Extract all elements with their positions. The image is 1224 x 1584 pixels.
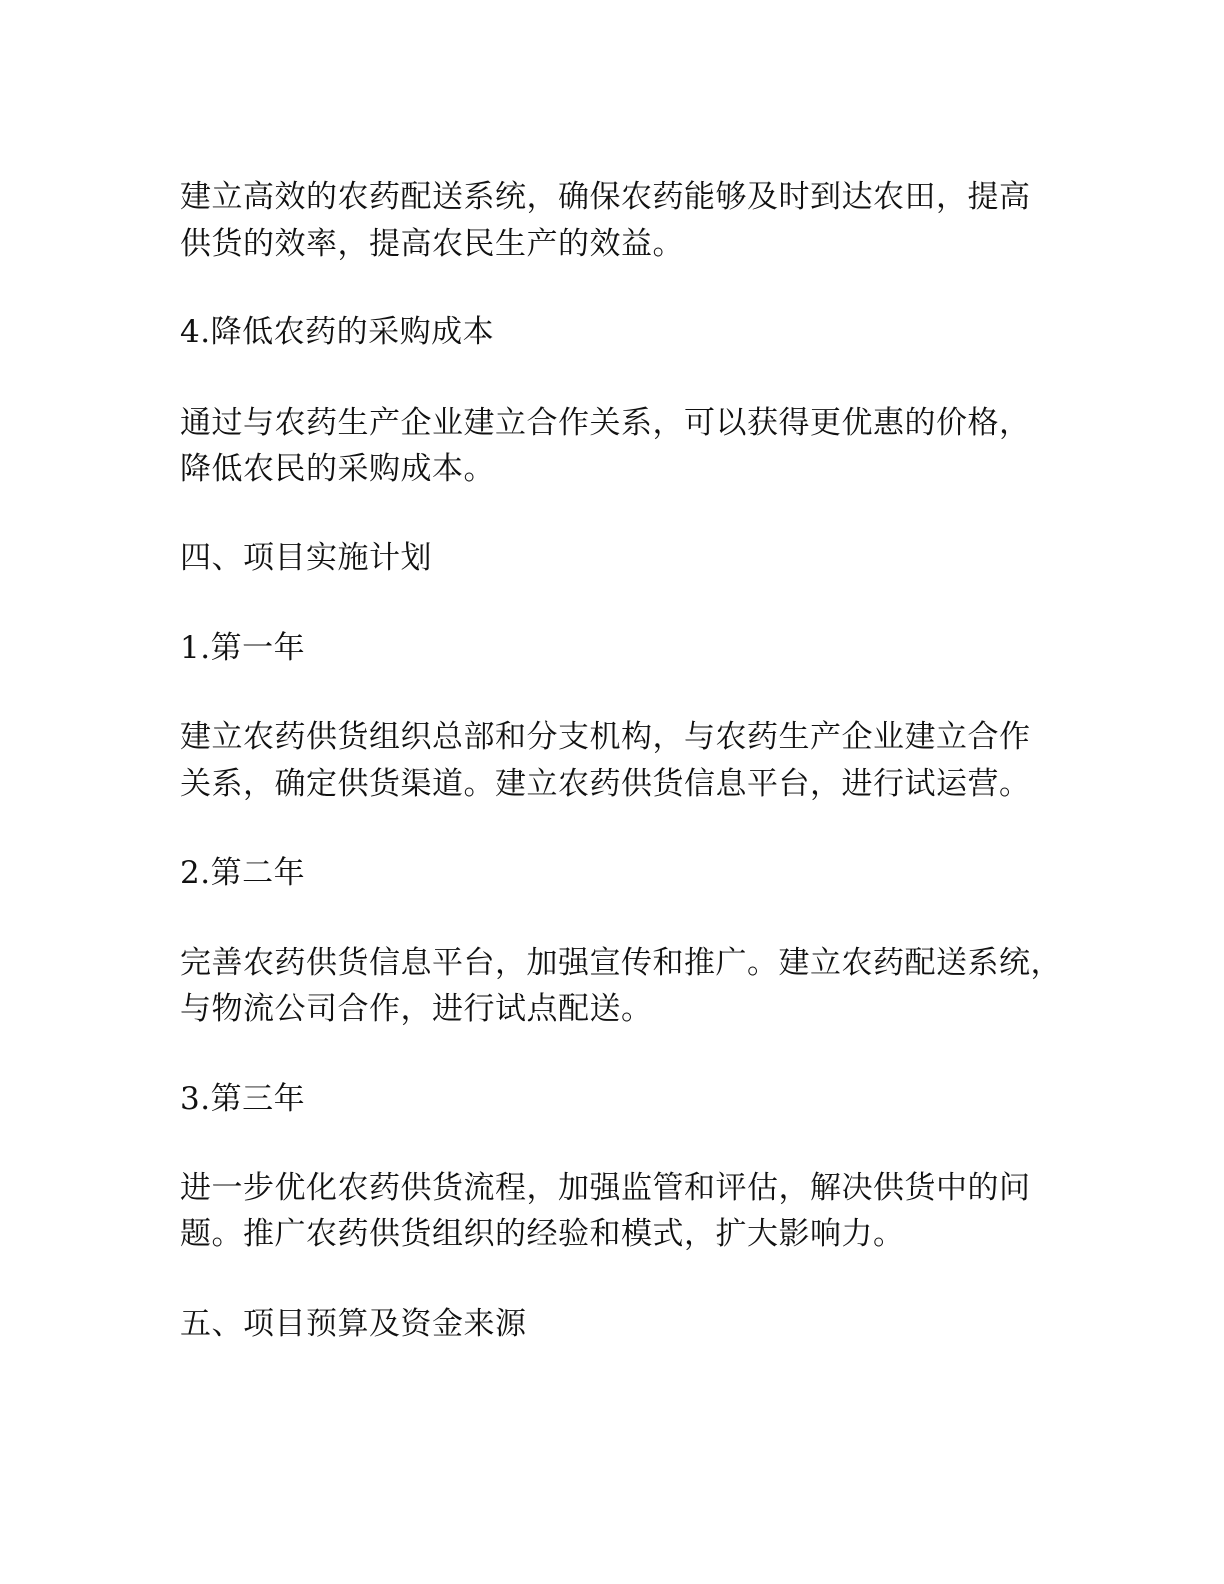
heading-reduce-cost: 4.降低农药的采购成本	[180, 314, 495, 350]
section-heading-budget-funding: 五、项目预算及资金来源	[180, 1306, 527, 1342]
heading-year-one: 1.第一年	[180, 630, 306, 666]
paragraph-year-three-line-1: 进一步优化农药供货流程，加强监管和评估，解决供货中的问	[180, 1170, 1031, 1206]
paragraph-cooperation-line-1: 通过与农药生产企业建立合作关系，可以获得更优惠的价格，	[180, 405, 1031, 441]
paragraph-year-one-line-2: 关系，确定供货渠道。建立农药供货信息平台，进行试运营。	[180, 766, 1031, 802]
paragraph-year-one-line-1: 建立农药供货组织总部和分支机构，与农药生产企业建立合作	[180, 719, 1031, 755]
section-heading-implementation-plan: 四、项目实施计划	[180, 540, 432, 576]
paragraph-year-two-line-1: 完善农药供货信息平台，加强宣传和推广。建立农药配送系统，	[180, 945, 1062, 981]
paragraph-delivery-system-line-2: 供货的效率，提高农民生产的效益。	[180, 226, 684, 262]
heading-year-three: 3.第三年	[180, 1081, 306, 1117]
paragraph-year-three-line-2: 题。推广农药供货组织的经验和模式，扩大影响力。	[180, 1216, 905, 1252]
paragraph-year-two-line-2: 与物流公司合作，进行试点配送。	[180, 991, 653, 1027]
paragraph-delivery-system-line-1: 建立高效的农药配送系统，确保农药能够及时到达农田，提高	[180, 179, 1031, 215]
heading-year-two: 2.第二年	[180, 855, 306, 891]
paragraph-cooperation-line-2: 降低农民的采购成本。	[180, 451, 495, 487]
